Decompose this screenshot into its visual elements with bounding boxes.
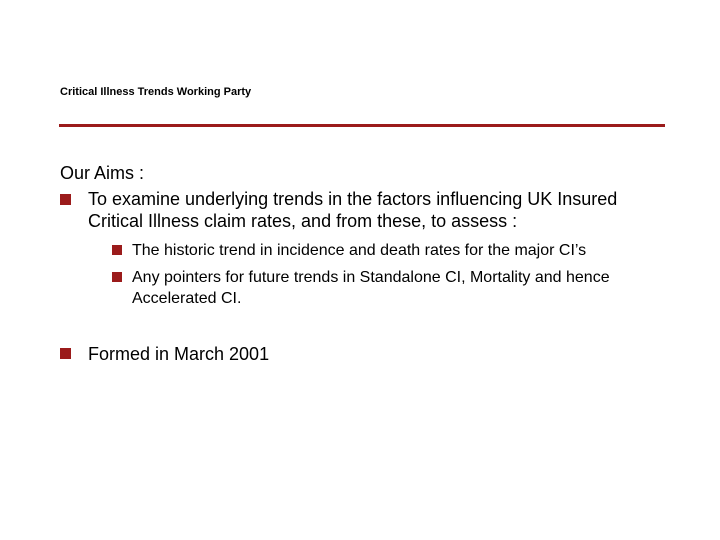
aims-heading: Our Aims : <box>60 163 145 183</box>
square-bullet-icon <box>60 194 71 205</box>
header-title: Critical Illness Trends Working Party <box>60 86 252 98</box>
sub-bullet-item-historic <box>112 240 672 261</box>
sub-bullet-text: The historic trend in incidence and death rates for the major CI’s <box>132 242 587 259</box>
bullet-text: Formed in March 2001 <box>88 344 270 364</box>
square-bullet-icon <box>60 348 71 359</box>
header-divider <box>59 124 665 127</box>
sub-bullet-item-future <box>112 267 672 309</box>
bullet-item-aim <box>60 188 660 232</box>
bullet-item-formed <box>60 343 660 365</box>
square-bullet-icon <box>112 245 122 255</box>
sub-bullet-text: Any pointers for future trends in Standalone CI, Mortality and hence Accelerated CI. <box>132 269 610 307</box>
square-bullet-icon <box>112 272 122 282</box>
bullet-text: To examine underlying trends in the factors influencing UK Insured Critical Illness claim rates, and from these, to assess : <box>88 189 618 231</box>
